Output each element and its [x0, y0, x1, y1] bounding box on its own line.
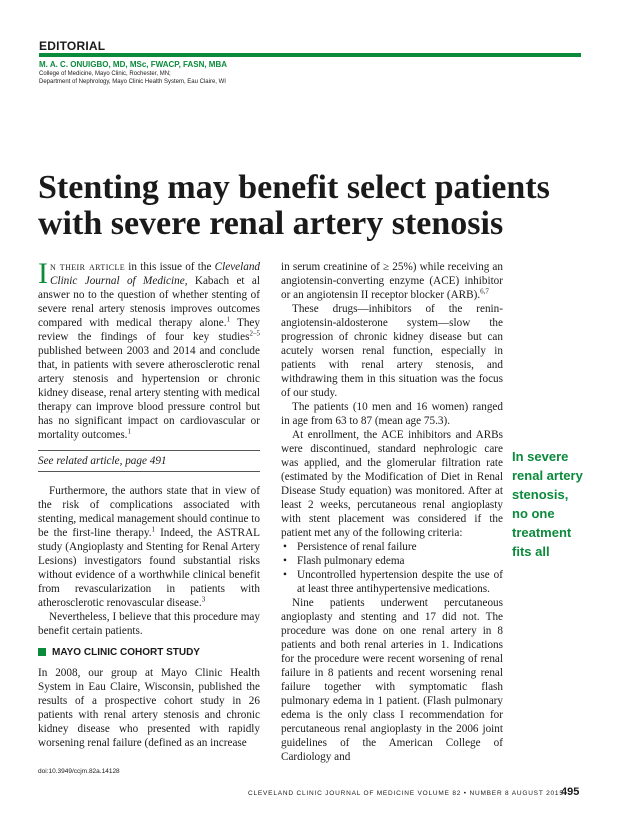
running-footer: CLEVELAND CLINIC JOURNAL OF MEDICINE VOLUME 82 • NUMBER 8 AUGUST 2015	[248, 790, 564, 797]
pull-quote-line: treatment	[512, 525, 572, 540]
citation: 2–5	[249, 329, 260, 338]
citation: 3	[201, 595, 206, 604]
list-item: • Persistence of renal failure	[281, 540, 503, 554]
affiliation-1: College of Medicine, Mayo Clinic, Rochester, MN;	[39, 71, 171, 77]
text-run: Indeed, the ASTRAL study (Angioplasty and Stenting for Renal Artery Lesions) investigators found substantial risks without evidence of a worthwhile clinical benefit from revascularization in patients with atherosclerotic renovascular disease.	[38, 527, 260, 609]
body-column-right	[281, 260, 503, 764]
section-heading	[38, 646, 260, 660]
section-label: EDITORIAL	[39, 39, 106, 53]
title-line-1: Stenting may benefit select patients	[38, 169, 550, 206]
paragraph-3: Nevertheless, I believe that this procedure may benefit certain patients.	[38, 611, 260, 637]
author-name: M. A. C. ONUIGBO, MD, MSc, FWACP, FASN, MBA	[39, 60, 228, 69]
paragraph-4: In 2008, our group at Mayo Clinic Health System in Eau Claire, Wisconsin, published the results of a prospective cohort study in 26 patients with renal artery stenosis and chronic kidney disease who presented with rapidly worsening renal failure (defined as an increase	[38, 667, 260, 749]
pull-quote-line: renal artery	[512, 468, 583, 483]
doi[interactable]: doi:10.3949/ccjm.82a.14128	[38, 768, 120, 775]
pull-quote-line: In severe	[512, 449, 569, 464]
paragraph-2	[38, 484, 260, 610]
citation: 1	[127, 427, 131, 436]
paragraph-7: The patients (10 men and 16 women) ranged in age from 63 to 87 (mean age 75.3).	[281, 401, 503, 427]
lead-in-smallcaps: n their article	[50, 261, 126, 273]
citation: 1	[226, 315, 231, 324]
paragraph-5	[281, 260, 503, 302]
text-run: , Kabach et al answer no to the question of whether stenting of severe renal artery stenosis improves outcomes compared with medical therapy alone.	[38, 275, 260, 329]
list-item: • Flash pulmonary edema	[281, 554, 503, 568]
pull-quote-line: no one	[512, 506, 555, 521]
pull-quote-line: stenosis,	[512, 487, 569, 502]
page-number: 495	[561, 786, 580, 798]
text-run: They review the findings of four key studies	[38, 317, 260, 343]
citation: 1	[151, 525, 156, 534]
title-line-2: with severe renal artery stenosis	[38, 205, 504, 242]
related-article-link[interactable]: See related article, page 491	[38, 450, 260, 472]
paragraph-1	[38, 257, 261, 442]
pull-quote	[512, 447, 592, 561]
paragraph-8: At enrollment, the ACE inhibitors and ARBs were discontinued, standard nephrologic care was applied, and the glomerular filtration rate (estimated by the Modification of Diet in Renal Disease Study equation) was monitored. After at least 2 weeks, percutaneous renal angioplasty with stent placement was considered if the patient met any of the following criteria:	[281, 429, 503, 539]
paragraph-6: These drugs—inhibitors of the renin-angiotensin-aldosterone system—slow the progression of chronic kidney disease but can acutely worsen renal function, especially in patients with renal artery stenosis, and withdrawing them in this situation was the focus of our study.	[281, 303, 503, 399]
header-rule	[39, 53, 581, 57]
text-run: in serum creatinine of ≥ 25%) while receiving an angiotensin-converting enzyme (ACE) inhibitor or an angiotensin II receptor blocker (ARB).	[281, 261, 503, 301]
section-heading-text: MAYO CLINIC COHORT STUDY	[52, 647, 200, 658]
drop-cap: I	[38, 257, 48, 290]
criteria-list	[281, 540, 503, 596]
journal-name: Cleveland Clinic Journal of Medicine	[50, 261, 261, 287]
section-square-icon	[38, 648, 46, 656]
article-title	[38, 170, 588, 242]
text-run: published between 2003 and 2014 and conclude that, in patients with severe atherosclerotic renal artery stenosis and hypertension or chronic kidney disease, renal artery stenting with medical therapy can improve blood pressure control but has no significant impact on cardiovascular or mortality outcomes.	[38, 345, 260, 441]
text-run: Furthermore, the authors state that in view of the risk of complications associated with stenting, medical management should continue to be the first-line therapy.	[38, 485, 260, 539]
paragraph-9: Nine patients underwent percutaneous angioplasty and stenting and 17 did not. The procedure was done on one renal artery in 8 patients and both renal arteries in 1. Indications for the procedure were recent worsening of renal failure in 8 patients and recent worsening renal failure together with symptomatic flash pulmonary edema in 1 patient. (Flash pulmonary edema is the only class I recommendation for percutaneous renal angioplasty in the 2006 joint guidelines of the American College of Cardiology and	[281, 597, 503, 763]
citation: 6,7	[480, 287, 489, 296]
pull-quote-line: fits all	[512, 544, 550, 559]
list-item: • Uncontrolled hypertension despite the use of at least three antihypertensive medications.	[281, 568, 503, 596]
affiliation-2: Department of Nephrology, Mayo Clinic Health System, Eau Claire, WI	[39, 79, 226, 85]
body-column-left	[38, 257, 261, 750]
text-run: in this issue of the	[125, 261, 215, 273]
